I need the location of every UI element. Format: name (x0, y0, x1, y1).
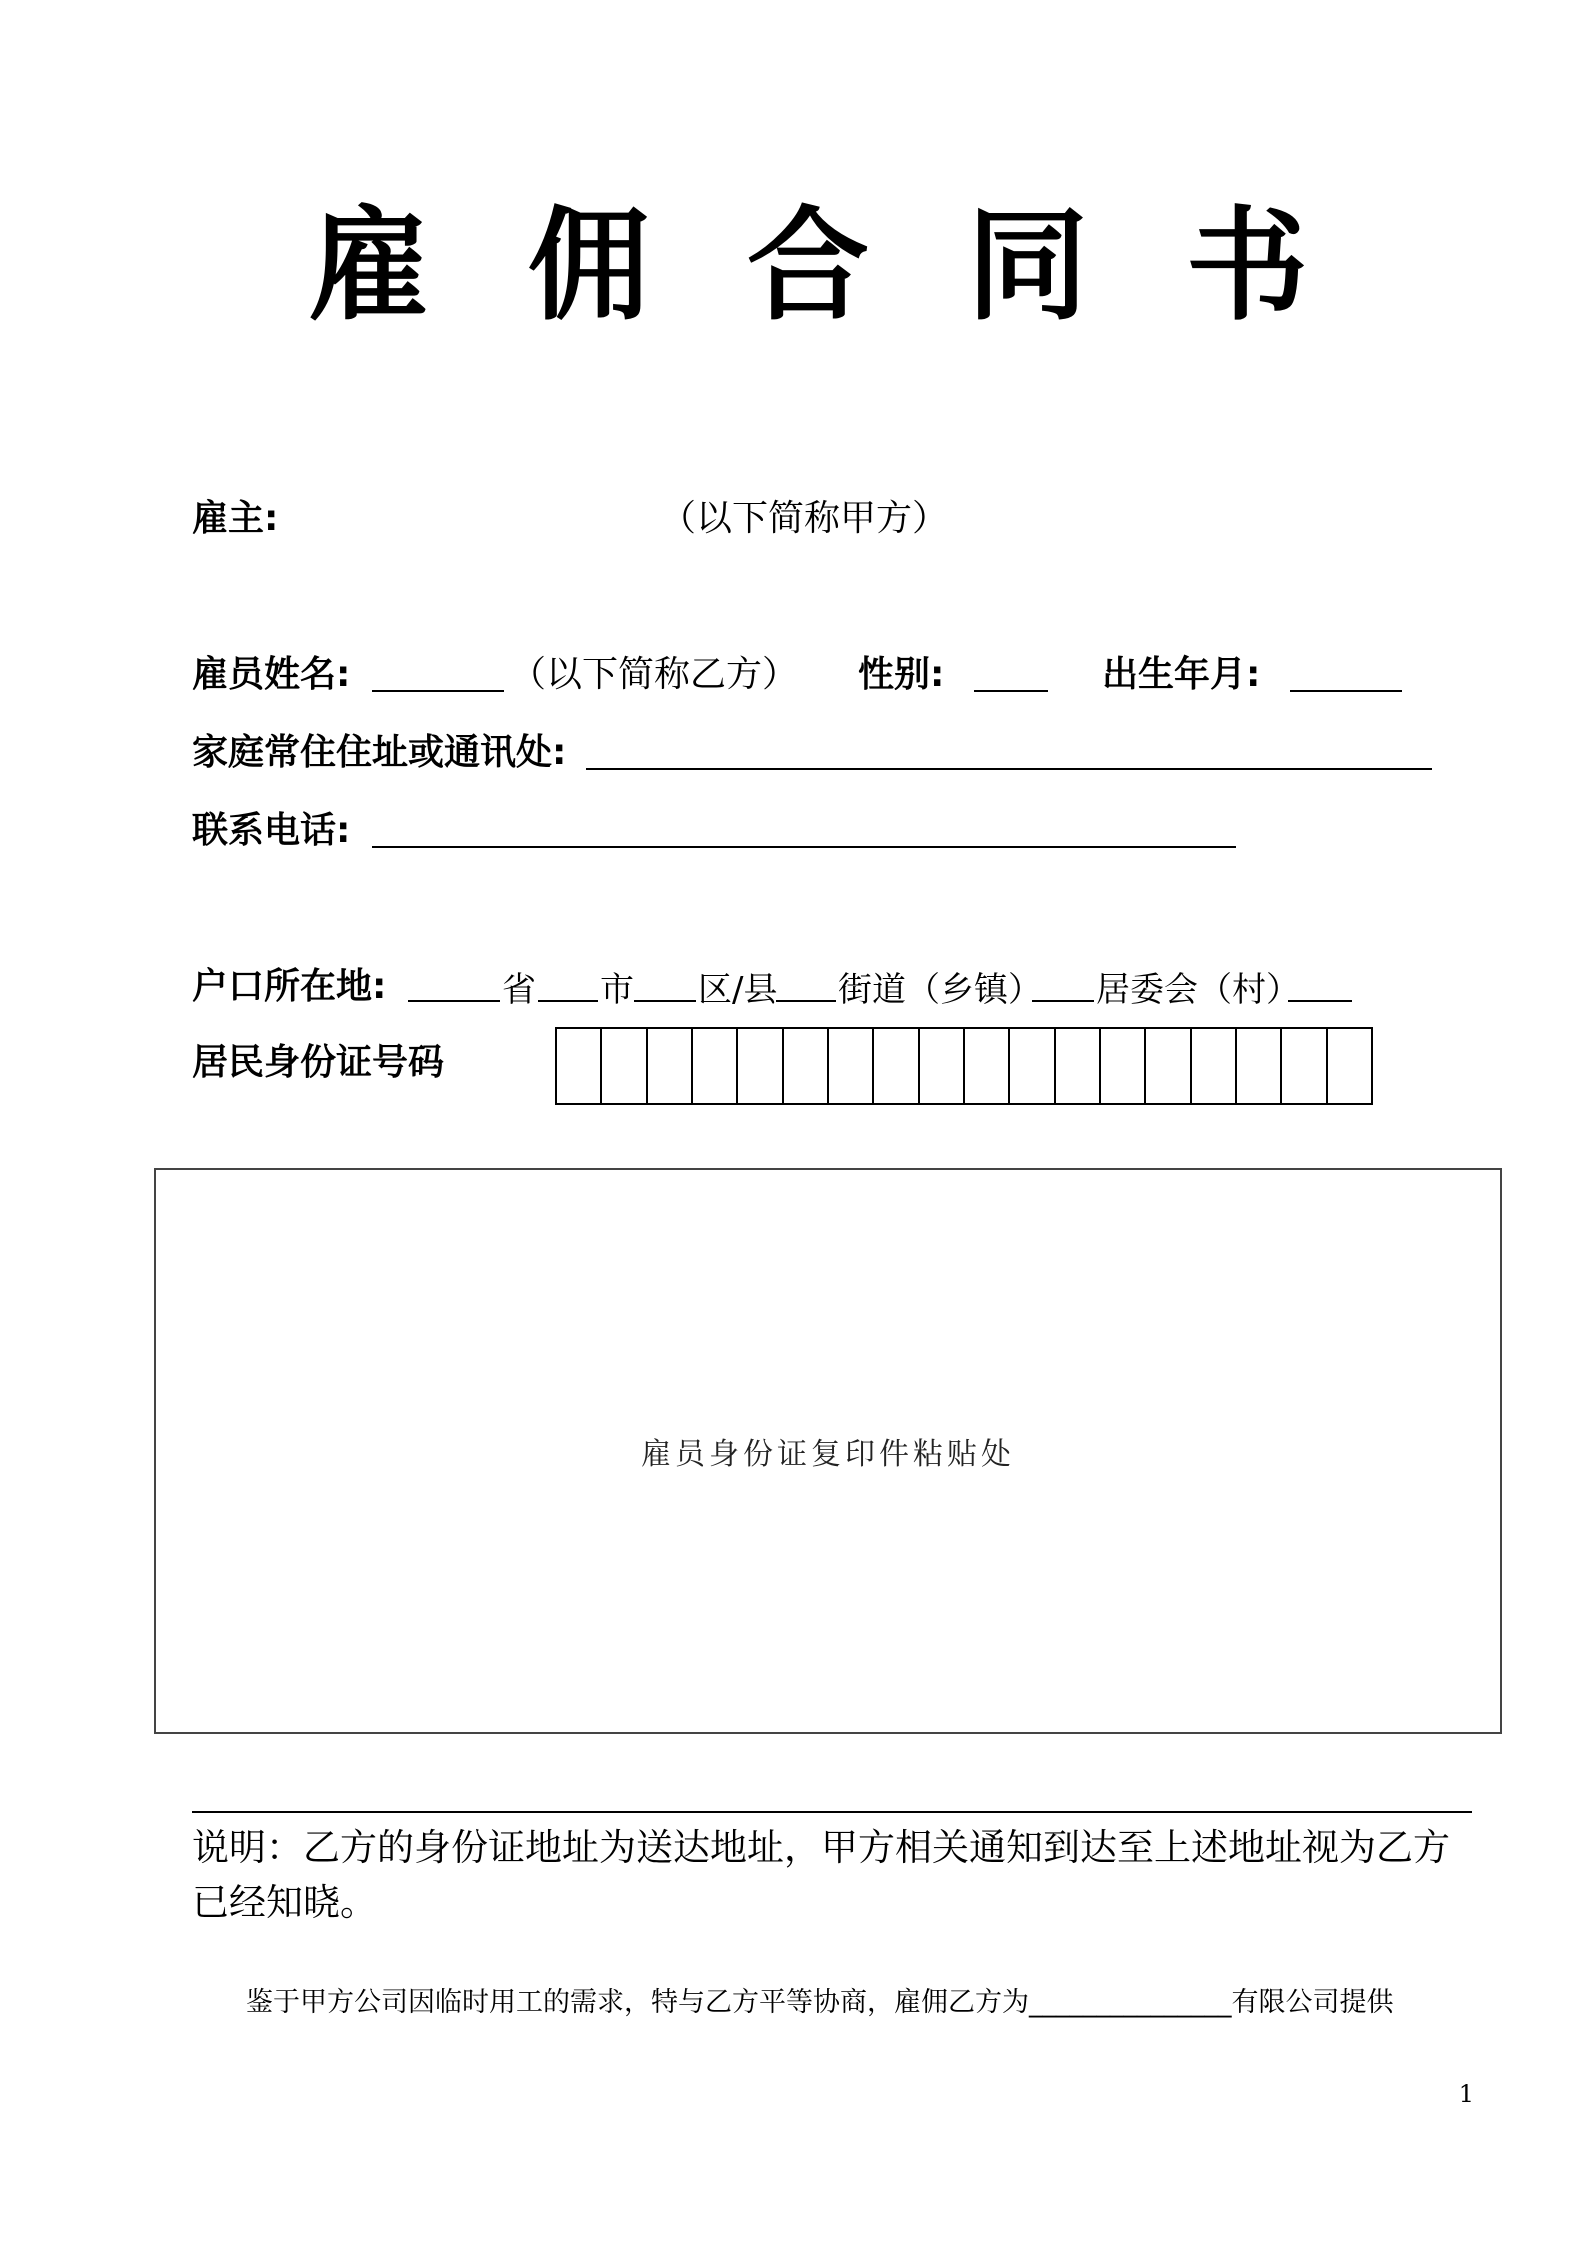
city-label: 市 (600, 970, 634, 1010)
address-field[interactable] (586, 768, 1432, 770)
id-digit-cell[interactable] (1010, 1029, 1055, 1103)
id-digit-cell[interactable] (874, 1029, 919, 1103)
province-label: 省 (502, 970, 536, 1010)
company-name-blank[interactable]: _______________ (1029, 1987, 1232, 2018)
id-digit-cell[interactable] (1282, 1029, 1327, 1103)
title-char: 同 (966, 194, 1089, 337)
id-number-grid[interactable] (555, 1027, 1373, 1105)
employee-name-suffix: （以下简称乙方） (510, 654, 799, 695)
employee-name-field[interactable] (372, 690, 504, 692)
id-digit-cell[interactable] (829, 1029, 874, 1103)
employee-name-label: 雇员姓名: (192, 654, 351, 695)
id-digit-cell[interactable] (648, 1029, 693, 1103)
note-text: 说明：乙方的身份证地址为送达地址，甲方相关通知到达至上述地址视为乙方已经知晓。 (192, 1826, 1450, 1924)
committee-field[interactable] (1032, 1000, 1094, 1002)
id-copy-paste-box (154, 1168, 1502, 1734)
committee-label: 居委会（村） (1096, 970, 1300, 1010)
clause-suffix: 有限公司提供 (1231, 1987, 1394, 2018)
id-digit-cell[interactable] (738, 1029, 783, 1103)
hukou-label: 户口所在地: (192, 966, 387, 1007)
id-digit-cell[interactable] (693, 1029, 738, 1103)
employer-suffix: （以下简称甲方） (660, 498, 949, 539)
gender-field[interactable] (974, 690, 1048, 692)
id-digit-cell[interactable] (1146, 1029, 1191, 1103)
title-char: 雇 (308, 194, 430, 337)
title-char: 佣 (527, 194, 650, 337)
district-field[interactable] (634, 1000, 696, 1002)
id-number-label: 居民身份证号码 (192, 1042, 445, 1083)
province-field[interactable] (408, 1000, 500, 1002)
address-label: 家庭常住住址或通讯处: (192, 732, 567, 773)
id-digit-cell[interactable] (1328, 1029, 1371, 1103)
title-char: 书 (1186, 194, 1308, 337)
id-digit-cell[interactable] (965, 1029, 1010, 1103)
city-field[interactable] (538, 1000, 598, 1002)
page-number: 1 (1458, 2080, 1474, 2108)
id-digit-cell[interactable] (1101, 1029, 1146, 1103)
phone-label: 联系电话: (192, 810, 351, 851)
district-label: 区/县 (698, 970, 778, 1010)
birth-label: 出生年月: (1102, 654, 1261, 695)
id-digit-cell[interactable] (784, 1029, 829, 1103)
street-label: 街道（乡镇） (838, 970, 1042, 1010)
birth-field[interactable] (1290, 690, 1402, 692)
id-digit-cell[interactable] (1192, 1029, 1237, 1103)
id-digit-cell[interactable] (1237, 1029, 1282, 1103)
document-title (308, 180, 1308, 337)
street-field[interactable] (776, 1000, 836, 1002)
id-digit-cell[interactable] (602, 1029, 647, 1103)
clause-text (246, 1980, 1394, 2019)
clause-prefix: 鉴于甲方公司因临时用工的需求，特与乙方平等协商，雇佣乙方为 (246, 1987, 1029, 2018)
gender-label: 性别: (858, 654, 945, 695)
employer-label: 雇主: (192, 498, 279, 539)
title-char: 合 (747, 194, 869, 337)
phone-field[interactable] (372, 846, 1236, 848)
divider (192, 1811, 1472, 1813)
id-digit-cell[interactable] (557, 1029, 602, 1103)
village-field[interactable] (1288, 1000, 1352, 1002)
id-digit-cell[interactable] (920, 1029, 965, 1103)
paste-box-label: 雇员身份证复印件粘贴处 (641, 1437, 1015, 1472)
id-digit-cell[interactable] (1056, 1029, 1101, 1103)
